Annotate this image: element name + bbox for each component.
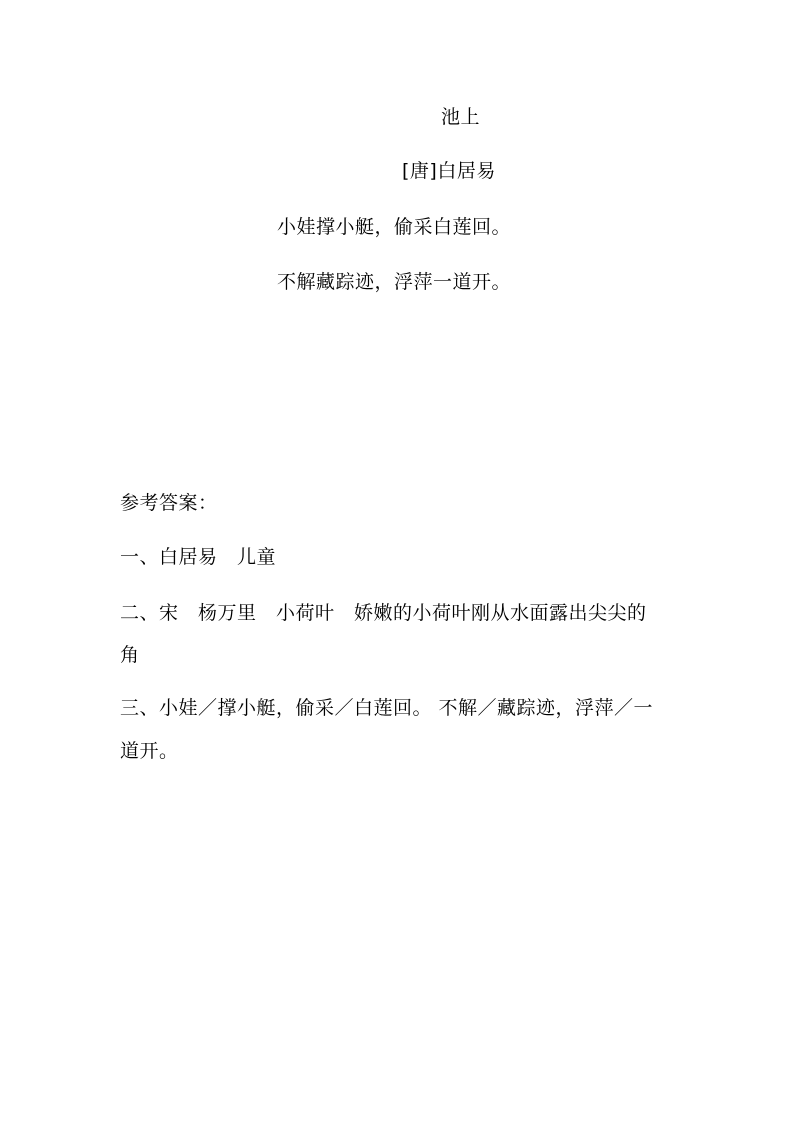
answer-line: 角 <box>120 644 140 666</box>
answer-line: 道开。 <box>120 740 179 762</box>
answer-line: 三、小娃／撑小艇，偷采／白莲回。 不解／藏踪迹，浮萍／一 <box>120 697 654 719</box>
answer-line: 二、宋 杨万里 小荷叶 娇嫩的小荷叶刚从水面露出尖尖的 <box>120 602 647 624</box>
poem-title: 池上 <box>441 106 481 128</box>
poem-author: [唐]白居易 <box>402 160 496 182</box>
poem-line: 不解藏踪迹，浮萍一道开。 <box>277 271 512 293</box>
answer-line: 一、白居易 儿童 <box>120 546 277 568</box>
poem-line: 小娃撑小艇，偷采白莲回。 <box>277 216 512 238</box>
answers-heading: 参考答案： <box>120 492 218 514</box>
